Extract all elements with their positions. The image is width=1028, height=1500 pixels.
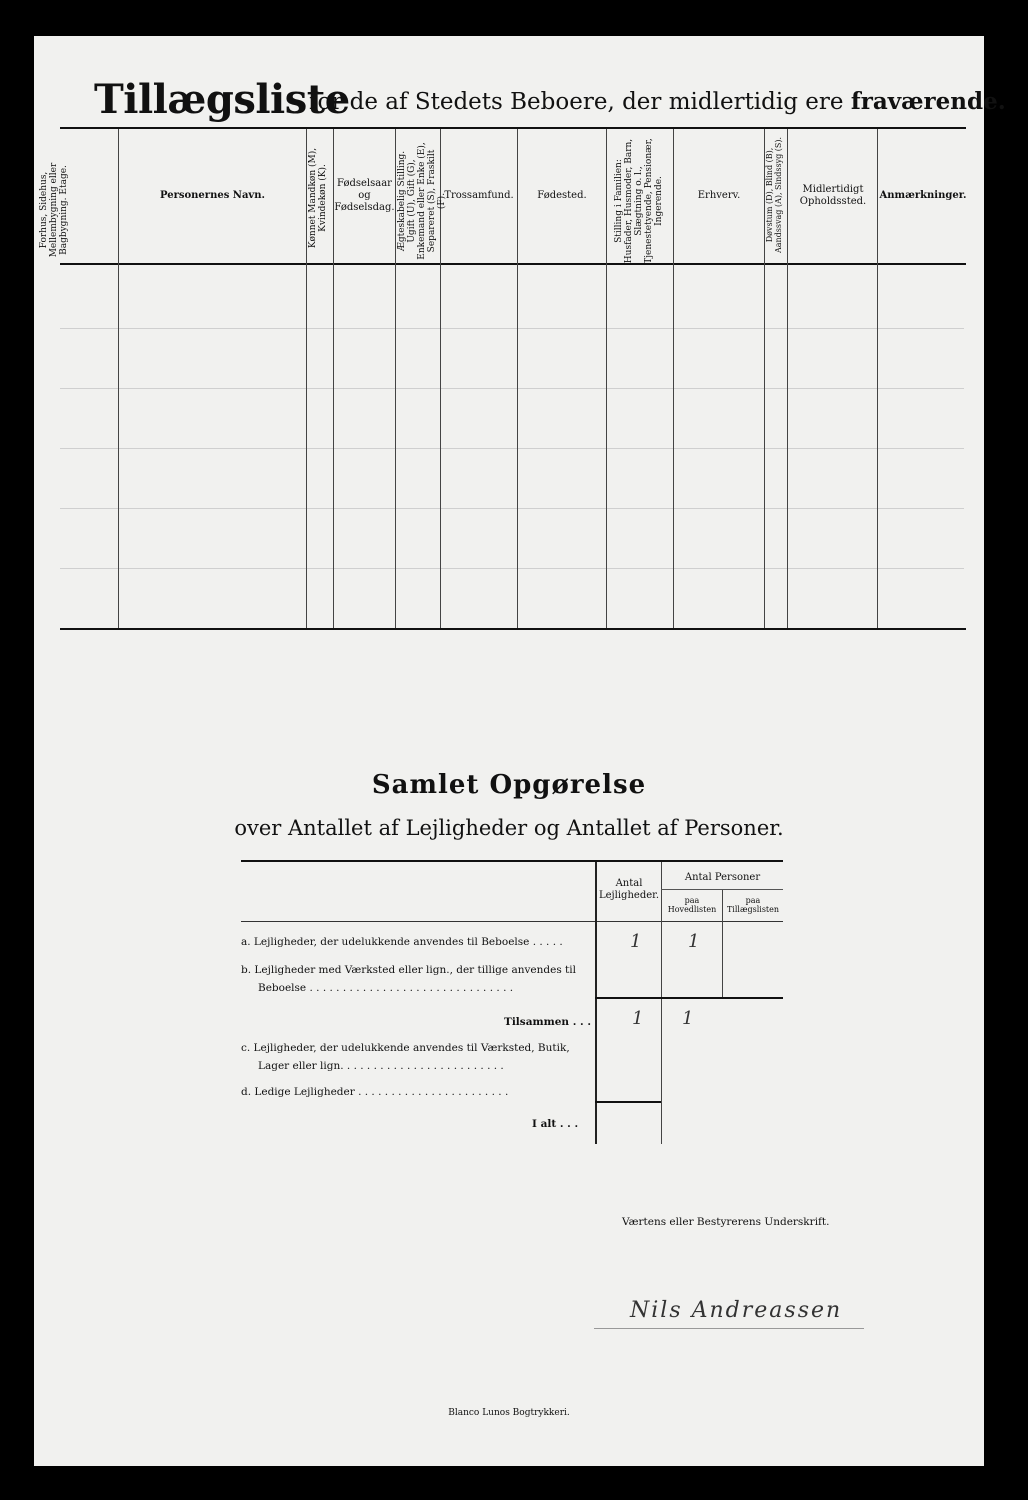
col-header-family-position: Stilling i Familien: Husfader, Husmoder, Barn, Slægtning o. l., Tjenestetyende, Pensionær, Ingerende. <box>614 138 664 264</box>
col-header-religion: Trossamfund. <box>444 190 514 201</box>
table-bottom-rule <box>60 628 966 630</box>
grid-row <box>60 568 964 569</box>
summary-col-personer: Antal Personer <box>684 872 761 883</box>
summary-top-rule <box>241 860 783 862</box>
summary-header-rule <box>241 921 783 922</box>
summary-col-hoved: paa Hovedlisten <box>667 896 717 914</box>
summary-col-divider <box>661 862 662 1144</box>
signature-caption: Værtens eller Bestyrerens Underskrift. <box>622 1216 830 1228</box>
col-header-occupation: Erhverv. <box>697 190 741 201</box>
summary-row-c2: Lager eller lign. . . . . . . . . . . . . . . . . . . . . . . . . <box>258 1060 504 1072</box>
summary-row-tilsammen: Tilsammen . . . <box>504 1016 591 1028</box>
value-a-hoved: 1 <box>688 931 700 952</box>
col-header-temp-residence: Midlertidigt Opholdssted. <box>799 184 867 207</box>
grid-row <box>60 448 964 449</box>
summary-col-divider <box>722 889 723 997</box>
summary-total-rule <box>595 1101 661 1103</box>
col-header-disability: Døvstum (D), Blind (B), Aandssvag (A), Sindssyg (S). <box>765 136 783 254</box>
subtitle-text: for de af Stedets Beboere, der midlertidig ere <box>309 89 844 115</box>
grid-row <box>60 388 964 389</box>
value-tilsammen-hoved: 1 <box>682 1008 694 1029</box>
summary-personer-rule <box>661 889 783 890</box>
summary-row-b1: b. Lejligheder med Værksted eller lign., der tillige anvendes til <box>241 964 576 976</box>
col-header-remarks: Anmærkninger. <box>879 190 967 201</box>
form-title: Tillægsliste <box>94 76 350 123</box>
grid-row <box>60 508 964 509</box>
col-divider <box>606 129 607 628</box>
signature: Nils Andreassen <box>630 1298 843 1323</box>
header-bottom-rule <box>60 263 966 265</box>
summary-col-antal: Antal Lejligheder. <box>599 878 659 901</box>
printer-imprint: Blanco Lunos Bogtrykkeri. <box>448 1408 570 1418</box>
col-header-sex: Kønnet Mandkøn (M), Kvindekøn (K). <box>308 147 328 249</box>
col-divider <box>306 129 307 628</box>
summary-row-ialt: I alt . . . <box>532 1118 579 1130</box>
summary-col-tillaeg: paa Tillægslisten <box>726 896 780 914</box>
census-form-sheet <box>34 36 1006 1466</box>
value-a-antal: 1 <box>630 931 642 952</box>
summary-subtitle: over Antallet af Lejligheder og Antallet af Personer. <box>234 816 784 840</box>
col-header-birth: Fødselsaar og Fødselsdag. <box>334 178 395 213</box>
col-divider <box>787 129 788 628</box>
form-subtitle <box>309 88 1006 115</box>
col-divider <box>395 129 396 628</box>
subtitle-bold: fraværende. <box>850 88 1006 115</box>
summary-subtotal-rule <box>595 997 783 999</box>
summary-row-d: d. Ledige Lejligheder . . . . . . . . . . . . . . . . . . . . . . . <box>241 1086 509 1098</box>
summary-row-c1: c. Lejligheder, der udelukkende anvendes til Værksted, Butik, <box>241 1042 570 1054</box>
col-header-birthplace: Fødested. <box>537 190 587 201</box>
col-header-marital: Ægteskabelig Stilling. Ugift (U), Gift (G), Enkemand eller Enke (E), Separeret (S), Fraskilt (F). <box>397 142 447 260</box>
table-top-rule <box>60 127 966 129</box>
signature-line <box>594 1328 864 1329</box>
summary-row-b2: Beboelse . . . . . . . . . . . . . . . . . . . . . . . . . . . . . . . <box>258 982 514 994</box>
col-header-building: Forhus, Sidehus, Mellembygning eller Bagbygning. Etage. <box>39 162 69 258</box>
summary-title: Samlet Opgørelse <box>371 770 647 800</box>
value-tilsammen-antal: 1 <box>632 1008 644 1029</box>
grid-row <box>60 328 964 329</box>
col-header-name: Personernes Navn. <box>159 190 265 201</box>
summary-row-a: a. Lejligheder, der udelukkende anvendes til Beboelse . . . . . <box>241 936 563 948</box>
